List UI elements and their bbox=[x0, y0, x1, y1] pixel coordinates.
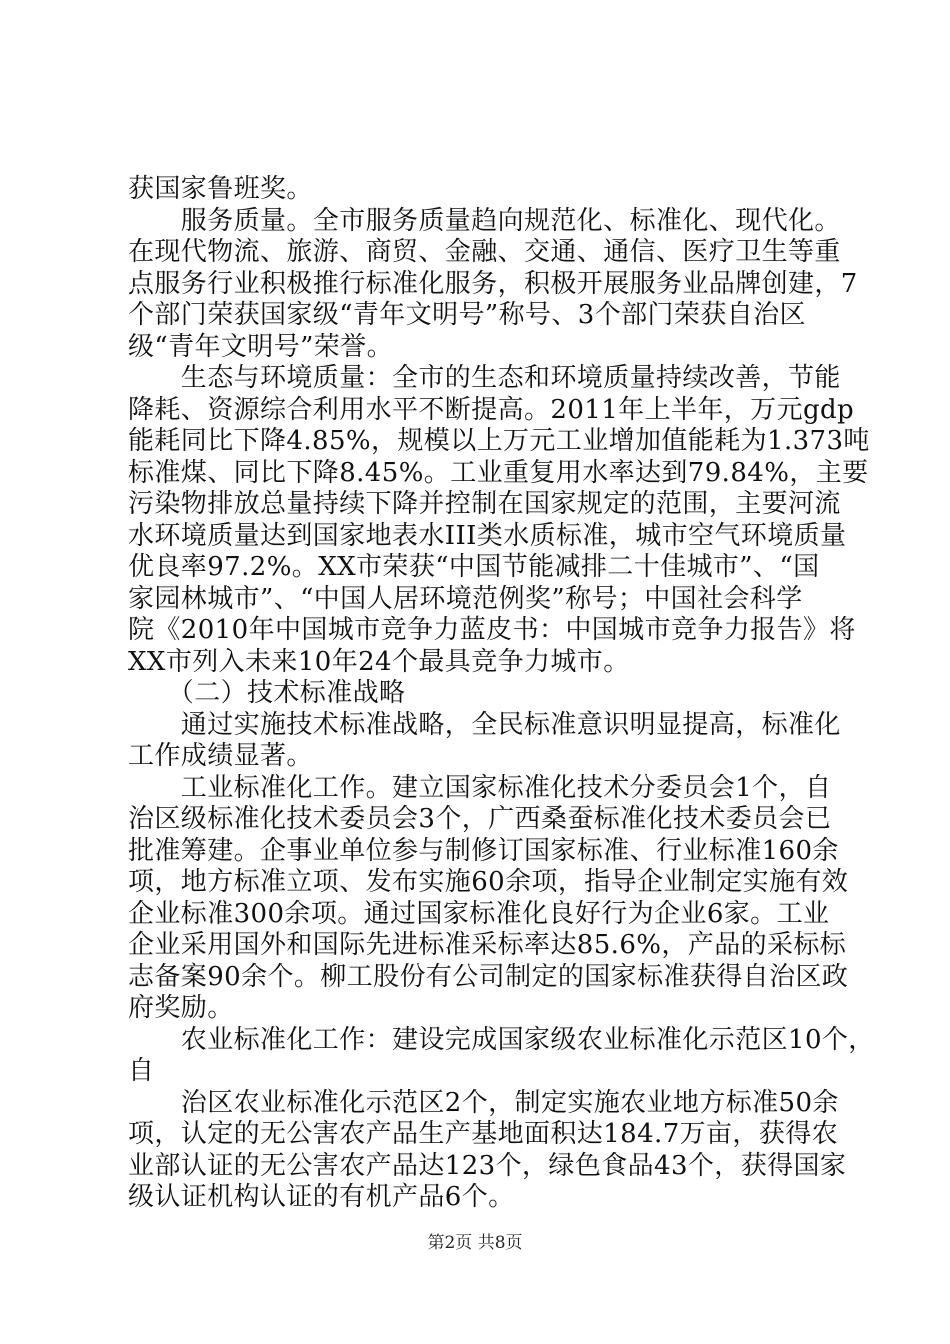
text-line: 自 bbox=[128, 1056, 155, 1086]
text-line: 水环境质量达到国家地表水III类水质标准，城市空气环境质量 bbox=[128, 520, 847, 551]
text-line: 家园林城市”、“中国人居环境范例奖”称号；中国社会科学 bbox=[128, 583, 803, 614]
page-footer: 第2页 共8页 bbox=[427, 1232, 523, 1253]
text-line: 个部门荣获国家级“青年文明号”称号、3个部门荣获自治区 bbox=[128, 300, 806, 330]
text-line: 治区农业标准化示范区2个，制定实施农业地方标准50余 bbox=[128, 1087, 839, 1118]
text-line: 获国家鲁班奖。 bbox=[128, 174, 313, 204]
text-line: 府奖励。 bbox=[128, 993, 234, 1023]
text-line: XX市列入未来10年24个最具竞争力城市。 bbox=[128, 646, 630, 677]
text-line: 志备案90余个。柳工股份有公司制定的国家标准获得自治区政 bbox=[128, 961, 849, 992]
text-line: 在现代物流、旅游、商贸、金融、交通、通信、医疗卫生等重 bbox=[128, 237, 841, 267]
text-line: 服务质量。全市服务质量趋向规范化、标准化、现代化。 bbox=[128, 205, 841, 236]
text-line: 级认证机构认证的有机产品6个。 bbox=[128, 1182, 515, 1212]
text-line: 治区级标准化技术委员会3个，广西桑蚕标准化技术委员会已 bbox=[128, 804, 832, 834]
text-line: 标准煤、同比下降8.45%。工业重复用水率达到79.84%，主要 bbox=[128, 457, 869, 488]
text-line: 能耗同比下降4.85%，规模以上万元工业增加值能耗为1.373吨 bbox=[128, 426, 870, 456]
text-line: 降耗、资源综合利用水平不断提高。2011年上半年，万元gdp bbox=[128, 394, 855, 425]
text-line: 工业标准化工作。建立国家标准化技术分委员会1个，自 bbox=[128, 772, 832, 803]
text-line: 级“青年文明号”荣誉。 bbox=[128, 331, 393, 362]
text-line: 通过实施技术标准战略，全民标准意识明显提高，标准化 bbox=[128, 709, 841, 740]
text-line: 批准筹建。企事业单位参与制修订国家标准、行业标准160余 bbox=[128, 835, 839, 866]
text-line: 院《2010年中国城市竞争力蓝皮书：中国城市竞争力报告》将 bbox=[128, 615, 856, 645]
text-line: 农业标准化工作：建设完成国家级农业标准化示范区10个， bbox=[128, 1024, 875, 1055]
text-line: 企业采用国外和国际先进标准采标率达85.6%，产品的采标标 bbox=[128, 930, 847, 960]
text-line: 优良率97.2%。XX市荣获“中国节能减排二十佳城市”、“国 bbox=[128, 552, 820, 582]
text-line: 业部认证的无公害农产品达123个，绿色食品43个，获得国家 bbox=[128, 1150, 847, 1181]
text-line: 企业标准300余项。通过国家标准化良好行为企业6家。工业 bbox=[128, 898, 830, 929]
text-line: 生态与环境质量：全市的生态和环境质量持续改善，节能 bbox=[128, 363, 841, 393]
text-line: 点服务行业积极推行标准化服务，积极开展服务业品牌创建，7 bbox=[128, 268, 858, 299]
text-line: 项，认定的无公害农产品生产基地面积达184.7万亩，获得农 bbox=[128, 1119, 839, 1149]
text-line: 项，地方标准立项、发布实施60余项，指导企业制定实施有效 bbox=[128, 867, 849, 897]
text-line: 工作成绩显著。 bbox=[128, 741, 313, 771]
section-heading: （二）技术标准战略 bbox=[128, 678, 406, 708]
text-line: 污染物排放总量持续下降并控制在国家规定的范围，主要河流 bbox=[128, 489, 841, 519]
